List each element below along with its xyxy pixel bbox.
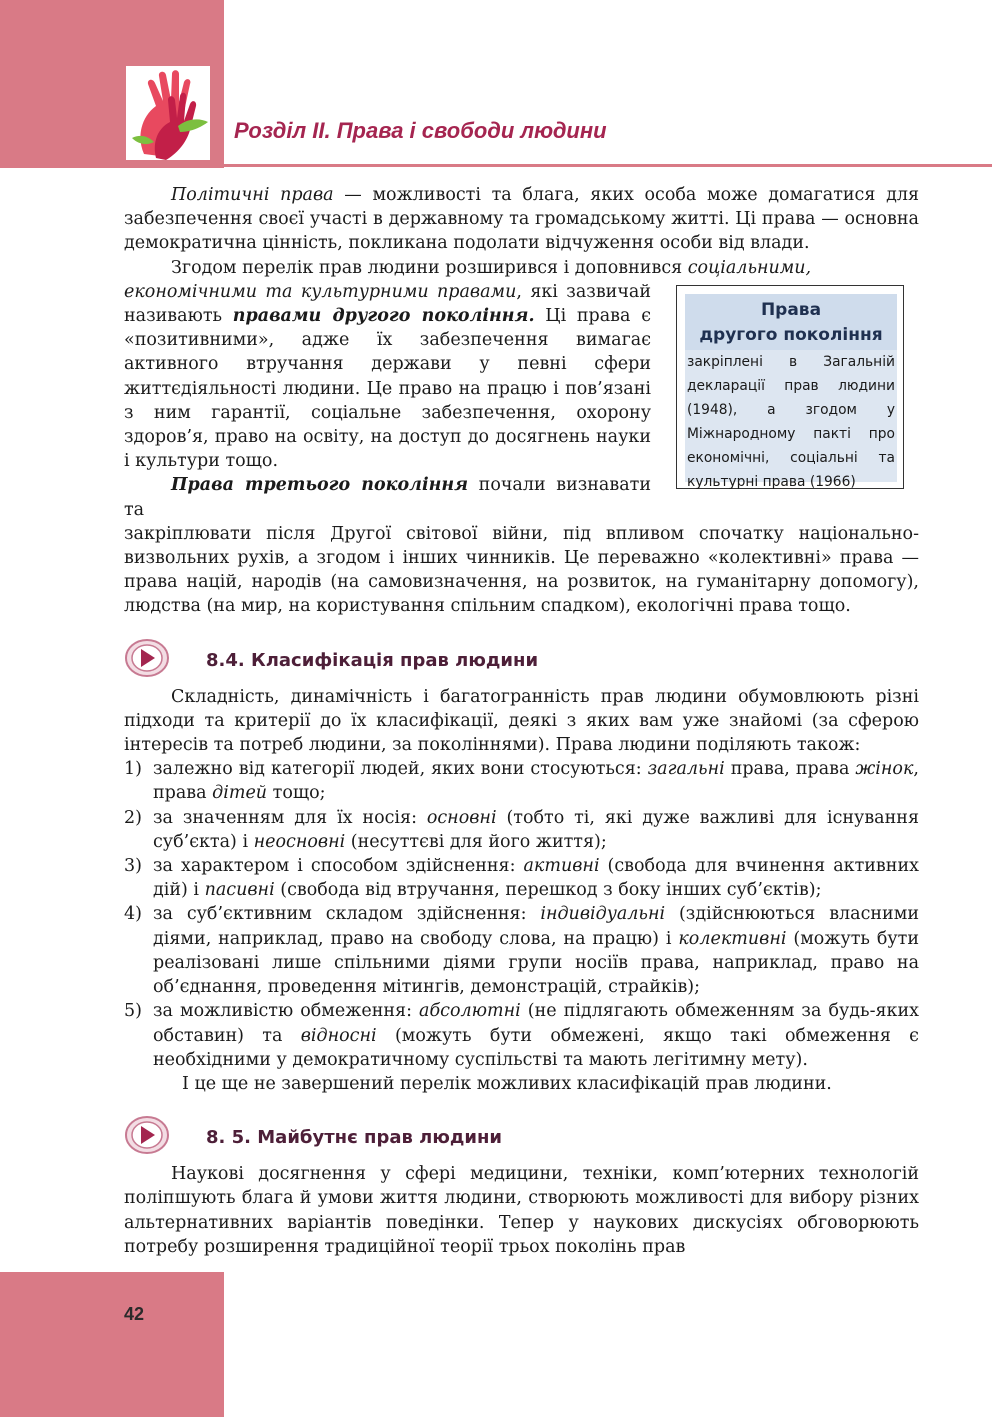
list-text: (здійснюються власними діями, наприклад, право на свободу слова, на працю) і <box>153 904 919 949</box>
list-item <box>124 757 919 805</box>
list-text: (свобода для вчинення активних дій) і <box>153 856 919 901</box>
sidebar-title-line2: другого покоління <box>699 325 883 345</box>
italic-term: активні <box>523 856 600 877</box>
list-number: 2) <box>124 807 142 828</box>
sidebar-text: закріплені в Загальній декларації прав людини (1948), а згодом у Міжнародному пакті про економічні, соціальні та культурні права (1966) <box>685 350 897 482</box>
list-item <box>124 854 919 902</box>
list-number: 1) <box>124 759 142 780</box>
footer-band <box>0 1272 224 1417</box>
list-text: (можуть бути обмежені, якщо такі обмеження є необхідними у демократичному суспільстві та мають легітимну мету). <box>153 1025 919 1070</box>
italic-term: неосновні <box>253 831 346 852</box>
section-title-classification: 8.4. Класифікація прав людини <box>206 649 539 671</box>
italic-term: соціальними, <box>687 257 812 278</box>
paragraph-text: , які зазвичай називають <box>124 281 652 327</box>
list-text: (можуть бути реалізовані лише спільними діями групи носіїв права, наприклад, право на об’єднання, проведення мітингів, демонстрацій, страйків); <box>153 928 920 998</box>
paragraph-classification-intro: Складність, динамічність і багатогранність прав людини обумовлюють різні підходи та критерії до їх класифікації, деякі з яких вам уже знайомі (за сферою інтересів та потреб людини, за поколіннями). Права людини поділяють також: <box>124 686 919 756</box>
italic-term: відносні <box>300 1025 377 1046</box>
list-item <box>124 999 919 1072</box>
list-text: , права <box>153 759 919 804</box>
term-third-generation: Права третього покоління <box>171 475 469 496</box>
paragraph-future: Наукові досягнення у сфері медицини, техніки, комп’ютерних технологій поліпшують блага й умови життя людини, створюють можливості для вибору різних альтернативних варіантів поведінки. Тепер у наукових дискусіях обговорюють потребу розширення традиційної теорії трьох поколінь прав <box>124 1164 919 1257</box>
paragraph-second-generation <box>124 280 651 474</box>
italic-term: жінок <box>855 759 914 780</box>
italic-term: економічними та культурними правами <box>124 281 517 302</box>
list-text: за суб’єктивним складом здійснення: <box>153 904 541 925</box>
list-text: за значенням для їх носія: <box>153 807 427 828</box>
sidebar-title-line1: Права <box>760 300 822 320</box>
list-number: 5) <box>124 1001 142 1022</box>
page-number: 42 <box>124 1304 145 1324</box>
section-header-8-4 <box>124 635 919 679</box>
list-text: права, права <box>724 759 856 780</box>
list-text: (свобода від втручання, перешкод з боку інших суб’єктів); <box>274 880 822 901</box>
classification-list <box>124 757 919 1072</box>
italic-term: основні <box>426 807 497 828</box>
paragraph-second-gen-line1 <box>124 256 919 280</box>
term-second-generation: правами другого покоління. <box>232 306 535 327</box>
list-text: за можливістю обмеження: <box>153 1001 420 1022</box>
term-political-rights: Політичні права <box>171 185 334 205</box>
italic-term: абсолютні <box>419 1001 521 1022</box>
paragraph-third-generation: закріплювати після Другої світової війни, під впливом спочатку національно-визвольних рухів, а згодом і інших чинників. Це переважно «колективні» права — права націй, народів (на самовизначення, на розвиток, на гуманітарну допомогу), людства (на мир, на користування спільним спадком), екологічні права тощо. <box>124 523 919 617</box>
header-rule <box>224 164 992 167</box>
play-button-icon[interactable] <box>124 1116 170 1154</box>
paragraph-text: почали визнавати та <box>124 475 651 520</box>
list-item <box>124 806 919 854</box>
paragraph-classification-closing: І це ще не завершений перелік можливих класифікацій прав людини. <box>182 1073 832 1094</box>
paragraph-political-rights <box>124 183 919 256</box>
list-text: за характером і способом здійснення: <box>153 856 524 877</box>
paragraph-third-gen-line1 <box>124 473 651 521</box>
italic-term: дітей <box>212 783 268 804</box>
list-text: залежно від категорії людей, яких вони стосуються: <box>153 759 648 780</box>
section-header-8-5 <box>124 1112 919 1156</box>
paragraph-text: — можливості та блага, яких особа може домагатися для забезпечення своєї участі в державному та громадському житті. Ці права — основна демократична цінність, покликана подолати відчуження особи від влади. <box>124 185 919 254</box>
list-text: тощо; <box>267 783 326 804</box>
page-content <box>124 183 919 1259</box>
play-button-icon[interactable] <box>124 639 170 677</box>
list-number: 3) <box>124 856 142 877</box>
chapter-title: Розділ II. Права і свободи людини <box>234 118 607 143</box>
list-item <box>124 902 919 999</box>
list-number: 4) <box>124 904 142 925</box>
list-text: (несуттєві для його життя); <box>345 831 607 852</box>
italic-term: загальні <box>647 759 725 780</box>
paragraph-text: Згодом перелік прав людини розширився і доповнився <box>171 257 688 278</box>
italic-term: пасивні <box>204 880 275 901</box>
italic-term: колективні <box>678 928 787 949</box>
list-text: (тобто ті, які дуже важливі для існування суб’єкта) і <box>153 807 919 852</box>
section-title-future: 8. 5. Майбутнє прав людини <box>206 1127 503 1149</box>
italic-term: індивідуальні <box>540 904 666 925</box>
list-text: (не підлягають обмеженням за будь-яких обставин) та <box>153 1001 919 1046</box>
paragraph-text: Ці права є «позитивними», адже їх забезпечення вимагає активного втручання держави у певні сфери життєдіяльності людини. Це право на працю і пов’язані з ним гарантії, соціальне забезпечення, охорону здоров’я, право на освіту, на доступ до досягнень науки і культури тощо. <box>124 306 651 472</box>
hands-logo-icon <box>126 66 210 160</box>
